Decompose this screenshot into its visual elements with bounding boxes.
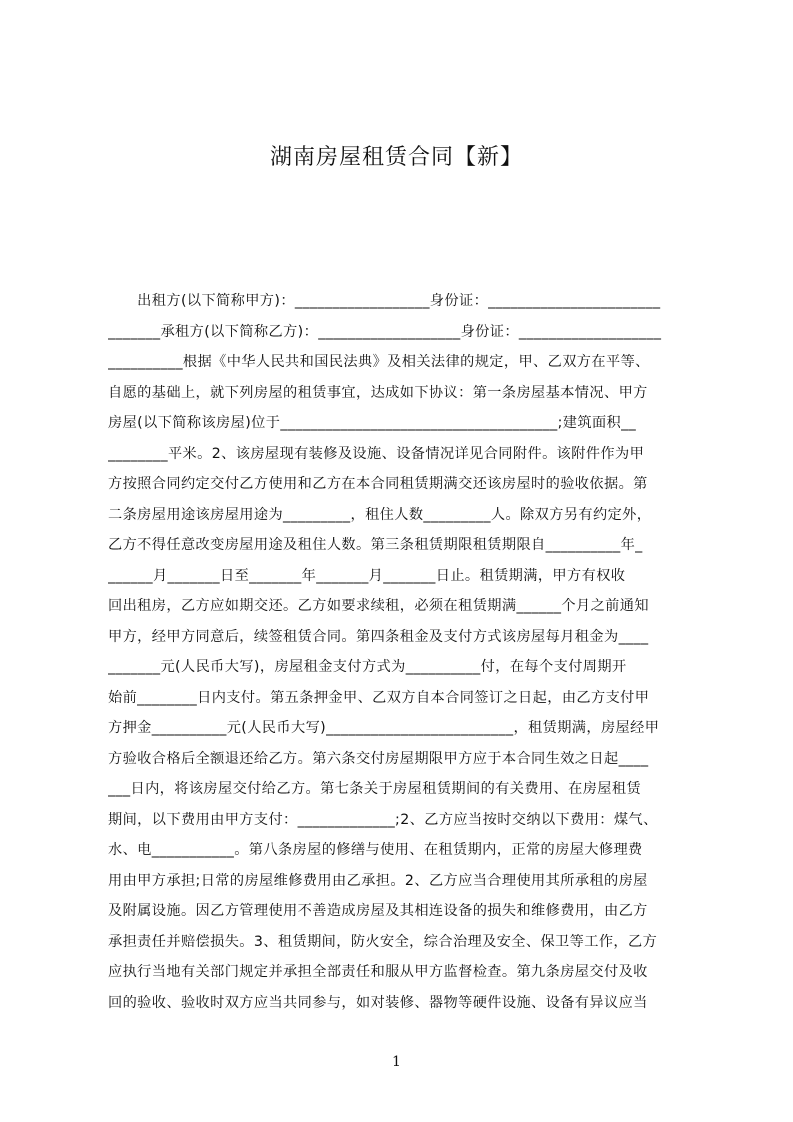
text-line: 方押金__________元(人民币大写)_________________________，租赁期满，房屋经甲 bbox=[108, 720, 660, 736]
text-line: 回出租房，乙方应如期交还。乙方如要求续租，必须在租赁期满______个月之前通知 bbox=[108, 598, 649, 614]
page-number: 1 bbox=[392, 1054, 401, 1070]
text-line: 出租方(以下简称甲方)：__________________身份证：_______________________ bbox=[108, 293, 661, 309]
text-line: 回的验收、验收时双方应当共同参与，如对装修、器物等硬件设施、设备有异议应当 bbox=[108, 994, 648, 1011]
text-line: 自愿的基础上，就下列房屋的租赁事宜，达成如下协议：第一条房屋基本情况、甲方 bbox=[108, 384, 648, 401]
text-line: ________平米。2、该房屋现有装修及设施、设备情况详见合同附件。该附件作为甲 bbox=[108, 445, 645, 462]
text-line: 二条房屋用途该房屋用途为_________，租住人数_________人。除双方另有约定外， bbox=[108, 506, 652, 523]
text-line: ___日内，将该房屋交付给乙方。第七条关于房屋租赁期间的有关费用、在房屋租赁 bbox=[108, 781, 642, 797]
text-line: 始前________日内支付。第五条押金甲、乙双方自本合同签订之日起，由乙方支付甲 bbox=[108, 689, 650, 706]
text-line: 应执行当地有关部门规定并承担全部责任和服从甲方监督检查。第九条房屋交付及收 bbox=[108, 964, 648, 980]
contract-body bbox=[108, 286, 700, 1016]
page-title: 湖南房屋租赁合同【新】 bbox=[269, 145, 523, 170]
text-line: 甲方，经甲方同意后，续签租赁合同。第四条租金及支付方式该房屋每月租金为____ bbox=[108, 628, 649, 645]
text-line: __________根据《中华人民共和国民法典》及相关法律的规定，甲、乙双方在平等、 bbox=[108, 354, 650, 370]
text-line: 水、电___________。第八条房屋的修缮与使用、在租赁期内，正常的房屋大修理费 bbox=[108, 842, 643, 858]
text-line: _______承租方(以下简称乙方)：___________________身份证：___________________ bbox=[108, 323, 662, 340]
text-line: 房屋(以下简称该房屋)位于_____________________________________;建筑面积__ bbox=[108, 415, 637, 431]
text-line: 方验收合格后全额退还给乙方。第六条交付房屋期限甲方应于本合同生效之日起____ bbox=[108, 750, 649, 767]
text-line: 承担责任并赔偿损失。3、租赁期间，防火安全，综合治理及安全、保卫等工作，乙方 bbox=[108, 933, 658, 950]
text-line: 及附属设施。因乙方管理使用不善造成房屋及其相连设备的损失和维修费用，由乙方 bbox=[108, 903, 648, 919]
text-line: 期间，以下费用由甲方支付：_____________;2、乙方应当按时交纳以下费用：煤气、 bbox=[108, 811, 658, 828]
text-line: ______月_______日至_______年_______月_______日止。租赁期满，甲方有权收 bbox=[108, 567, 626, 584]
text-line: 乙方不得任意改变房屋用途及租住人数。第三条租赁期限租赁期限自__________年_ bbox=[108, 537, 643, 553]
text-line: _______元(人民币大写)，房屋租金支付方式为__________付，在每个支付周期开 bbox=[108, 659, 627, 675]
text-line: 方按照合同约定交付乙方使用和乙方在本合同租赁期满交还该房屋时的验收依据。第 bbox=[108, 476, 648, 492]
text-line: 用由甲方承担;日常的房屋维修费用由乙承担。2、乙方应当合理使用其所承租的房屋 bbox=[108, 872, 648, 889]
